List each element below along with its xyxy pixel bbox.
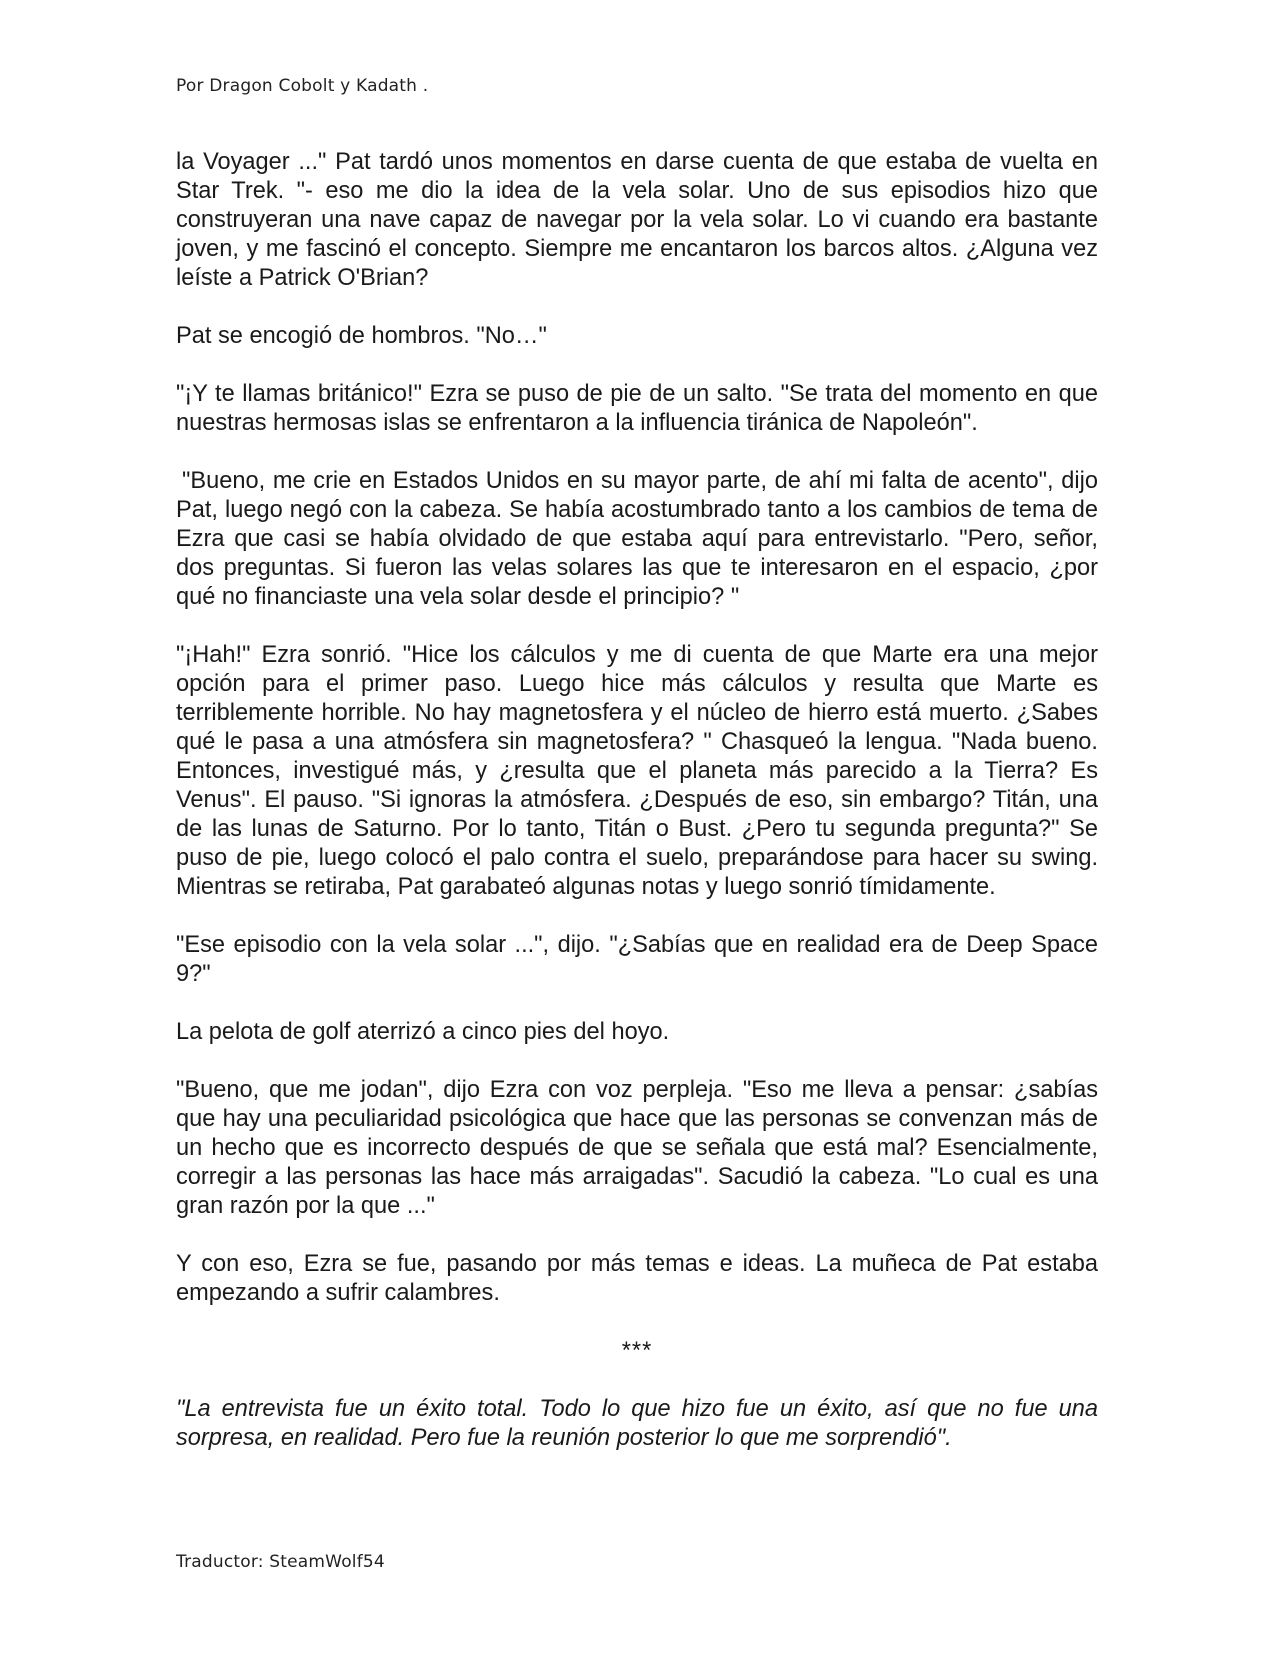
paragraph: "Bueno, que me jodan", dijo Ezra con voz perpleja. "Eso me lleva a pensar: ¿sabías que hay una peculiaridad psicológica que hace que las personas se convenzan más de un hecho que es incorrecto después de que se señala que está mal? Esencialmente, corregir a las personas las hace más arraigadas". Sacudió la cabeza. "Lo cual es una gran razón por la que ...": [176, 1077, 1098, 1219]
page-header: Por Dragon Cobolt y Kadath .: [176, 76, 429, 96]
paragraph: la Voyager ..." Pat tardó unos momentos en darse cuenta de que estaba de vuelta en Star Trek. "- eso me dio la idea de la vela solar. Uno de sus episodios hizo que construyeran una nave capaz de navegar por la vela solar. Lo vi cuando era bastante joven, y me fascinó el concepto. Siempre me encantaron los barcos altos. ¿Alguna vez leíste a Patrick O'Brian?: [176, 149, 1098, 291]
paragraph: La pelota de golf aterrizó a cinco pies del hoyo.: [176, 1019, 670, 1045]
section-separator: ***: [621, 1338, 653, 1364]
paragraph: "¡Y te llamas británico!" Ezra se puso de pie de un salto. "Se trata del momento en que nuestras hermosas islas se enfrentaron a la influencia tiránica de Napoleón".: [176, 381, 1098, 436]
closing-quote: "La entrevista fue un éxito total. Todo lo que hizo fue un éxito, así que no fue una sorpresa, en realidad. Pero fue la reunión posterior lo que me sorprendió".: [176, 1396, 1098, 1451]
paragraph: Pat se encogió de hombros. "No…": [176, 323, 547, 349]
paragraph: "Ese episodio con la vela solar ...", dijo. "¿Sabías que en realidad era de Deep Space 9?": [176, 932, 1098, 987]
paragraph: Y con eso, Ezra se fue, pasando por más temas e ideas. La muñeca de Pat estaba empezando a sufrir calambres.: [176, 1251, 1098, 1306]
document-body: [176, 148, 1098, 1482]
paragraph: "Bueno, me crie en Estados Unidos en su mayor parte, de ahí mi falta de acento", dijo Pat, luego negó con la cabeza. Se había acostumbrado tanto a los cambios de tema de Ezra que casi se había olvidado de que estaba aquí para entrevistarlo. "Pero, señor, dos preguntas. Si fueron las velas solares las que te interesaron en el espacio, ¿por qué no financiaste una vela solar desde el principio? ": [176, 468, 1098, 610]
page-footer: Traductor: SteamWolf54: [176, 1552, 385, 1572]
paragraph: "¡Hah!" Ezra sonrió. "Hice los cálculos y me di cuenta de que Marte era una mejor opción para el primer paso. Luego hice más cálculos y resulta que Marte es terriblemente horrible. No hay magnetosfera y el núcleo de hierro está muerto. ¿Sabes qué le pasa a una atmósfera sin magnetosfera? " Chasqueó la lengua. "Nada bueno. Entonces, investigué más, y ¿resulta que el planeta más parecido a la Tierra? Es Venus". El pauso. "Si ignoras la atmósfera. ¿Después de eso, sin embargo? Titán, una de las lunas de Saturno. Por lo tanto, Titán o Bust. ¿Pero tu segunda pregunta?" Se puso de pie, luego colocó el palo contra el suelo, preparándose para hacer su swing. Mientras se retiraba, Pat garabateó algunas notas y luego sonrió tímidamente.: [176, 642, 1098, 900]
